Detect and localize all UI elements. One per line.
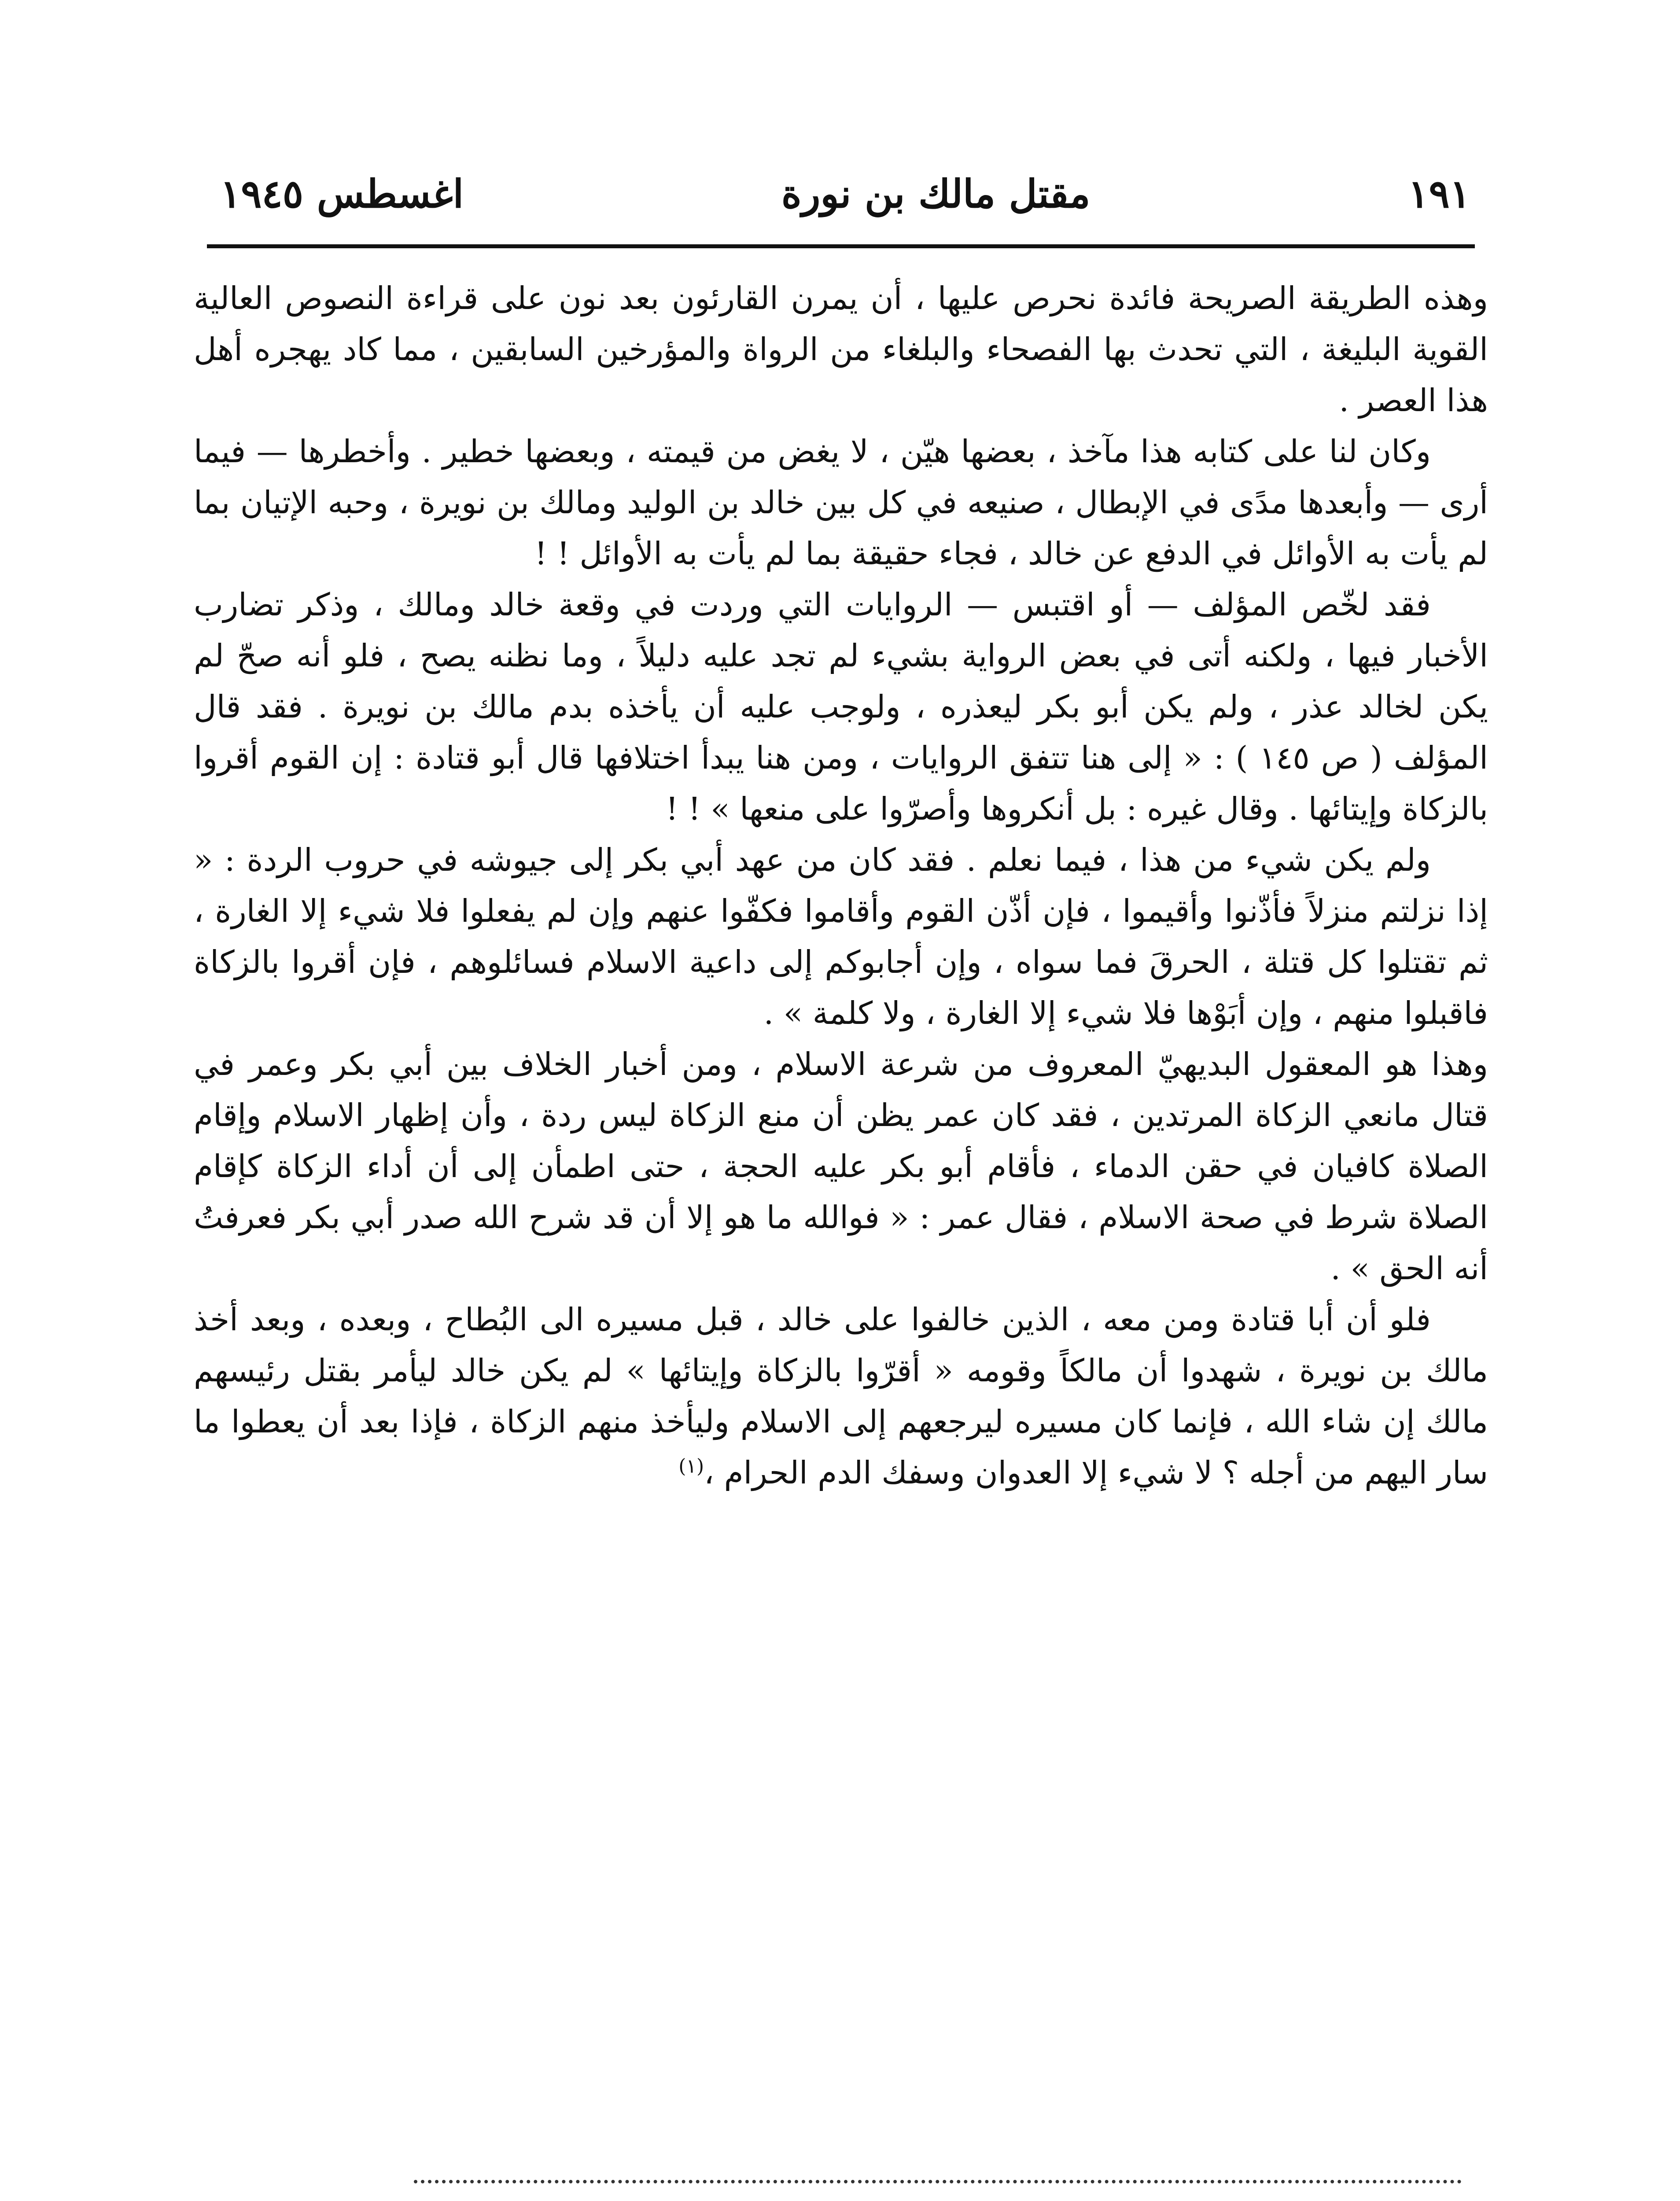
running-header [220, 158, 1470, 229]
paragraph-6-text: فلو أن أبا قتادة ومن معه ، الذين خالفوا على خالد ، قبل مسيره الى البُطاح ، وبعده ، وبعد أخذ مالك بن نويرة ، شهدوا أن مالكاً وقومه « أقرّوا بالزكاة وإيتائها » لم يكن خالد ليأمر بقتل رئيسهم مالك إن شاء الله ، فإنما كان مسيره ليرجعهم إلى الاسلام وليأخذ منهم الزكاة ، فإذا بعد أن يعطوا ما سار اليهم من أجله ؟ لا شيء إلا العدوان وسفك الدم الحرام ، [194, 1301, 1488, 1491]
paragraph-5: وهذا هو المعقول البديهيّ المعروف من شرعة الاسلام ، ومن أخبار الخلاف بين أبي بكر وعمر في قتال مانعي الزكاة المرتدين ، فقد كان عمر يظن أن منع الزكاة ليس ردة ، وأن إظهار الاسلام وإقام الصلاة كافيان في حقن الدماء ، فأقام أبو بكر عليه الحجة ، حتى اطمأن إلى أن أداء الزكاة كإقام الصلاة شرط في صحة الاسلام ، فقال عمر : « فوالله ما هو إلا أن قد شرح الله صدر أبي بكر فعرفتُ أنه الحق » . [194, 1046, 1488, 1287]
page-number: ١٩١ [1408, 171, 1470, 217]
issue-date: اغسطس ١٩٤٥ [220, 171, 464, 217]
header-rule [207, 244, 1475, 248]
chapter-title: مقتل مالك بن نورة [781, 171, 1091, 217]
paragraph-6 [194, 1294, 1488, 1498]
paragraph-4: ولم يكن شيء من هذا ، فيما نعلم . فقد كان من عهد أبي بكر إلى جيوشه في حروب الردة : « إذا نزلتم منزلاً فأذّنوا وأقيموا ، فإن أذّن القوم وأقاموا فكفّوا عنهم وإن لم يفعلوا فلا شيء إلا الغارة ، ثم تقتلوا كل قتلة ، الحرقَ فما سواه ، وإن أجابوكم إلى داعية الاسلام فسائلوهم ، فإن أقروا بالزكاة فاقبلوا منهم ، وإن أبَوْها فلا شيء إلا الغارة ، ولا كلمة » . [194, 842, 1488, 1031]
paragraph-3: فقد لخّص المؤلف — أو اقتبس — الروايات التي وردت في وقعة خالد ومالك ، وذكر تضارب الأخبار فيها ، ولكنه أتى في بعض الرواية بشيء لم تجد عليه دليلاً ، وما نظنه يصح ، فلو أنه صحّ لم يكن لخالد عذر ، ولم يكن أبو بكر ليعذره ، ولوجب عليه أن يأخذه بدم مالك بن نويرة . فقد قال المؤلف ( ص ١٤٥ ) : « إلى هنا تتفق الروايات ، ومن هنا يبدأ اختلافها قال أبو قتادة : إن القوم أقروا بالزكاة وإيتائها . وقال غيره : بل أنكروها وأصرّوا على منعها » ! ! [194, 586, 1488, 827]
paragraph-2: وكان لنا على كتابه هذا مآخذ ، بعضها هيّن ، لا يغض من قيمته ، وبعضها خطير . وأخطرها — فيما أرى — وأبعدها مدًى في الإبطال ، صنيعه في كل بين خالد بن الوليد ومالك بن نويرة ، وحبه الإتيان بما لم يأت به الأوائل في الدفع عن خالد ، فجاء حقيقة بما لم يأت به الأوائل ! ! [194, 433, 1488, 572]
paragraph-1: وهذه الطريقة الصريحة فائدة نحرص عليها ، أن يمرن القارئون بعد نون على قراءة النصوص العالية القوية البليغة ، التي تحدث بها الفصحاء والبلغاء من الرواة والمؤرخين السابقين ، مما كاد يهجره أهل هذا العصر . [194, 280, 1488, 419]
body-text [194, 273, 1488, 1498]
footnote-divider [414, 2180, 1462, 2183]
footnote-reference-mark: (١) [678, 1455, 704, 1478]
